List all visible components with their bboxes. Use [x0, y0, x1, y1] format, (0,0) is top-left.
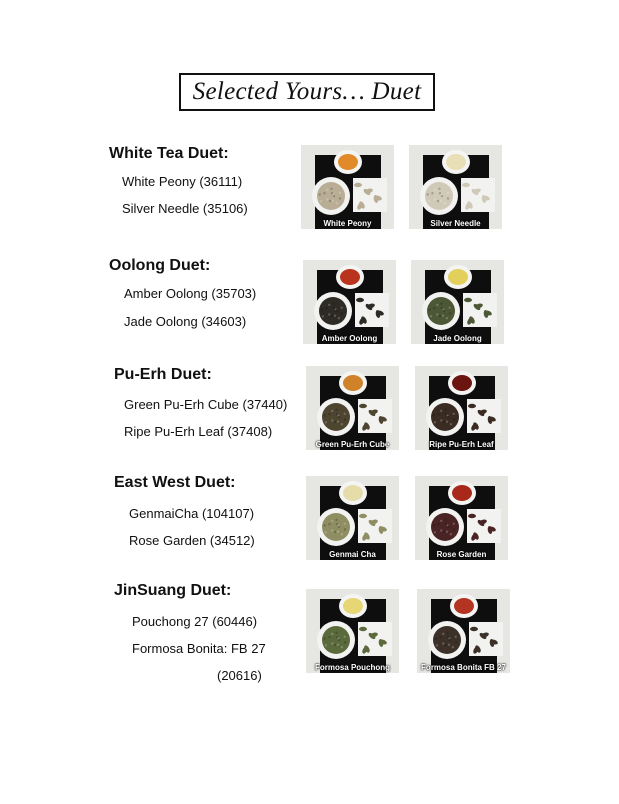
photo-caption: Ripe Pu-Erh Leaf: [429, 440, 494, 449]
tea-photo: [415, 366, 508, 450]
photo-caption: Genmai Cha: [329, 550, 376, 559]
photo-caption: Formosa Bonita FB 27: [421, 663, 506, 672]
tea-sample-illustration: [411, 260, 504, 344]
photo-caption: White Peony: [323, 219, 372, 228]
duet-section: [0, 257, 619, 357]
tea-sample-illustration: [415, 366, 508, 450]
section-heading: White Tea Duet:: [109, 145, 229, 162]
tea-photo: [303, 260, 396, 344]
tea-item: White Peony (36111): [122, 174, 243, 189]
duet-section: [0, 582, 619, 682]
tea-item: (20616): [217, 668, 262, 683]
title-box: [179, 73, 435, 111]
tea-sample-illustration: [301, 145, 394, 229]
section-heading: JinSuang Duet:: [114, 582, 232, 599]
photo-caption: Silver Needle: [430, 219, 481, 228]
photo-caption: Rose Garden: [436, 550, 487, 559]
tea-photo: [306, 476, 399, 560]
tea-photo: [306, 589, 399, 673]
duet-section: [0, 145, 619, 245]
photo-caption: Jade Oolong: [433, 334, 482, 343]
tea-item: Amber Oolong (35703): [124, 286, 257, 301]
tea-sample-illustration: [415, 476, 508, 560]
tea-sample-illustration: [306, 476, 399, 560]
tea-sample-illustration: [306, 366, 399, 450]
tea-photo: [306, 366, 399, 450]
section-heading: Oolong Duet:: [109, 257, 211, 274]
tea-sample-illustration: [409, 145, 502, 229]
section-heading: Pu-Erh Duet:: [114, 366, 212, 383]
photo-caption: Green Pu-Erh Cube: [315, 440, 390, 449]
photo-caption: Amber Oolong: [321, 334, 378, 343]
photo-caption: Formosa Pouchong: [314, 663, 391, 672]
tea-photo: [415, 476, 508, 560]
duet-section: [0, 474, 619, 574]
page-title: Selected Yours… Duet: [192, 78, 422, 105]
tea-item: Ripe Pu-Erh Leaf (37408): [124, 424, 273, 439]
tea-item: Pouchong 27 (60446): [132, 614, 258, 629]
tea-photo: [411, 260, 504, 344]
tea-sample-illustration: [303, 260, 396, 344]
duet-section: [0, 366, 619, 466]
tea-item: Rose Garden (34512): [129, 533, 255, 548]
tea-item: Jade Oolong (34603): [124, 314, 247, 329]
tea-photo: [417, 589, 510, 673]
tea-sample-illustration: [306, 589, 399, 673]
tea-photo: [301, 145, 394, 229]
section-heading: East West Duet:: [114, 474, 236, 491]
tea-item: GenmaiCha (104107): [129, 506, 255, 521]
tea-item: Formosa Bonita: FB 27: [132, 641, 266, 656]
tea-photo: [409, 145, 502, 229]
tea-item: Green Pu-Erh Cube (37440): [124, 397, 288, 412]
tea-sample-illustration: [417, 589, 510, 673]
tea-item: Silver Needle (35106): [122, 201, 248, 216]
